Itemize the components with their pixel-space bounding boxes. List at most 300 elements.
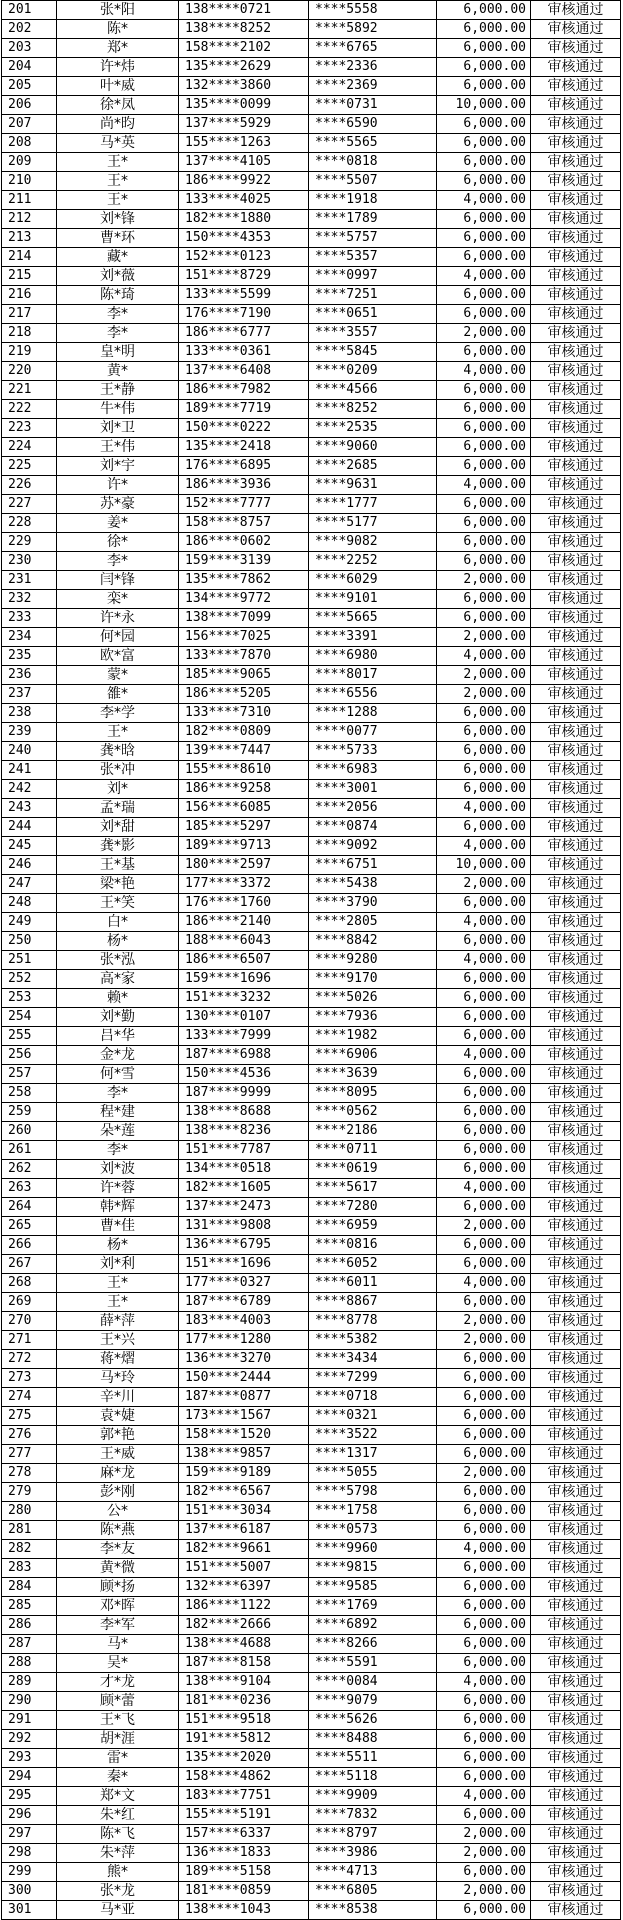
table-row bbox=[2, 723, 621, 742]
row-number-cell: 249 bbox=[2, 913, 57, 932]
applicant-name-cell: 熊* bbox=[57, 1863, 179, 1882]
review-status-cell: 审核通过 bbox=[531, 115, 621, 134]
card-number-cell: ****5177 bbox=[309, 514, 437, 533]
applicant-name-cell: 韩*辉 bbox=[57, 1198, 179, 1217]
card-number-cell: ****0718 bbox=[309, 1388, 437, 1407]
review-status-cell: 审核通过 bbox=[531, 1559, 621, 1578]
phone-number-cell: 152****0123 bbox=[179, 248, 309, 267]
table-row bbox=[2, 1198, 621, 1217]
applicant-name-cell: 吴* bbox=[57, 1654, 179, 1673]
card-number-cell: ****3790 bbox=[309, 894, 437, 913]
amount-cell: 4,000.00 bbox=[437, 476, 531, 495]
review-status-cell: 审核通过 bbox=[531, 1141, 621, 1160]
row-number-cell: 242 bbox=[2, 780, 57, 799]
table-row bbox=[2, 438, 621, 457]
row-number-cell: 277 bbox=[2, 1445, 57, 1464]
row-number-cell: 264 bbox=[2, 1198, 57, 1217]
card-number-cell: ****9060 bbox=[309, 438, 437, 457]
table-row bbox=[2, 324, 621, 343]
row-number-cell: 227 bbox=[2, 495, 57, 514]
applicant-name-cell: 彭*刚 bbox=[57, 1483, 179, 1502]
applicant-name-cell: 刘*薇 bbox=[57, 267, 179, 286]
card-number-cell: ****5438 bbox=[309, 875, 437, 894]
review-status-cell: 审核通过 bbox=[531, 837, 621, 856]
row-number-cell: 217 bbox=[2, 305, 57, 324]
review-status-cell: 审核通过 bbox=[531, 1255, 621, 1274]
card-number-cell: ****0573 bbox=[309, 1521, 437, 1540]
review-status-cell: 审核通过 bbox=[531, 704, 621, 723]
phone-number-cell: 159****9189 bbox=[179, 1464, 309, 1483]
review-status-cell: 审核通过 bbox=[531, 77, 621, 96]
phone-number-cell: 183****4003 bbox=[179, 1312, 309, 1331]
card-number-cell: ****0651 bbox=[309, 305, 437, 324]
applicant-name-cell: 陈*飞 bbox=[57, 1825, 179, 1844]
phone-number-cell: 133****7999 bbox=[179, 1027, 309, 1046]
card-number-cell: ****5617 bbox=[309, 1179, 437, 1198]
phone-number-cell: 151****3232 bbox=[179, 989, 309, 1008]
phone-number-cell: 186****5205 bbox=[179, 685, 309, 704]
table-row bbox=[2, 1787, 621, 1806]
applicant-name-cell: 姜* bbox=[57, 514, 179, 533]
amount-cell: 4,000.00 bbox=[437, 1179, 531, 1198]
table-row bbox=[2, 685, 621, 704]
card-number-cell: ****2186 bbox=[309, 1122, 437, 1141]
table-row bbox=[2, 1369, 621, 1388]
amount-cell: 2,000.00 bbox=[437, 324, 531, 343]
row-number-cell: 286 bbox=[2, 1616, 57, 1635]
review-status-cell: 审核通过 bbox=[531, 96, 621, 115]
amount-cell: 6,000.00 bbox=[437, 115, 531, 134]
row-number-cell: 216 bbox=[2, 286, 57, 305]
amount-cell: 6,000.00 bbox=[437, 1407, 531, 1426]
phone-number-cell: 159****1696 bbox=[179, 970, 309, 989]
review-status-cell: 审核通过 bbox=[531, 1027, 621, 1046]
card-number-cell: ****9280 bbox=[309, 951, 437, 970]
amount-cell: 6,000.00 bbox=[437, 153, 531, 172]
review-status-cell: 审核通过 bbox=[531, 742, 621, 761]
row-number-cell: 273 bbox=[2, 1369, 57, 1388]
amount-cell: 6,000.00 bbox=[437, 1027, 531, 1046]
card-number-cell: ****6556 bbox=[309, 685, 437, 704]
phone-number-cell: 185****5297 bbox=[179, 818, 309, 837]
applicant-name-cell: 陈*琦 bbox=[57, 286, 179, 305]
card-number-cell: ****9815 bbox=[309, 1559, 437, 1578]
applicant-name-cell: 白* bbox=[57, 913, 179, 932]
amount-cell: 6,000.00 bbox=[437, 1806, 531, 1825]
applicant-name-cell: 许*炜 bbox=[57, 58, 179, 77]
table-row bbox=[2, 457, 621, 476]
review-status-cell: 审核通过 bbox=[531, 1350, 621, 1369]
row-number-cell: 253 bbox=[2, 989, 57, 1008]
card-number-cell: ****5626 bbox=[309, 1711, 437, 1730]
applicant-name-cell: 苏*豪 bbox=[57, 495, 179, 514]
review-status-cell: 审核通过 bbox=[531, 20, 621, 39]
phone-number-cell: 150****2444 bbox=[179, 1369, 309, 1388]
phone-number-cell: 138****8236 bbox=[179, 1122, 309, 1141]
applicant-name-cell: 刘*甜 bbox=[57, 818, 179, 837]
table-row bbox=[2, 115, 621, 134]
row-number-cell: 209 bbox=[2, 153, 57, 172]
phone-number-cell: 133****7870 bbox=[179, 647, 309, 666]
phone-number-cell: 176****7190 bbox=[179, 305, 309, 324]
review-status-cell: 审核通过 bbox=[531, 1065, 621, 1084]
phone-number-cell: 177****1280 bbox=[179, 1331, 309, 1350]
phone-number-cell: 159****3139 bbox=[179, 552, 309, 571]
applicant-name-cell: 马*玲 bbox=[57, 1369, 179, 1388]
card-number-cell: ****8538 bbox=[309, 1901, 437, 1920]
row-number-cell: 283 bbox=[2, 1559, 57, 1578]
table-body bbox=[2, 1, 621, 1920]
card-number-cell: ****6983 bbox=[309, 761, 437, 780]
table-row bbox=[2, 153, 621, 172]
table-row bbox=[2, 1046, 621, 1065]
card-number-cell: ****1317 bbox=[309, 1445, 437, 1464]
review-status-cell: 审核通过 bbox=[531, 571, 621, 590]
card-number-cell: ****5757 bbox=[309, 229, 437, 248]
amount-cell: 6,000.00 bbox=[437, 58, 531, 77]
table-row bbox=[2, 1388, 621, 1407]
applicant-name-cell: 许*蓉 bbox=[57, 1179, 179, 1198]
table-row bbox=[2, 533, 621, 552]
table-row bbox=[2, 1350, 621, 1369]
amount-cell: 6,000.00 bbox=[437, 419, 531, 438]
card-number-cell: ****5558 bbox=[309, 1, 437, 20]
applicant-name-cell: 公* bbox=[57, 1502, 179, 1521]
applicant-name-cell: 刘*利 bbox=[57, 1255, 179, 1274]
review-status-cell: 审核通过 bbox=[531, 153, 621, 172]
card-number-cell: ****9079 bbox=[309, 1692, 437, 1711]
amount-cell: 2,000.00 bbox=[437, 1844, 531, 1863]
phone-number-cell: 135****0099 bbox=[179, 96, 309, 115]
applicant-name-cell: 王*伟 bbox=[57, 438, 179, 457]
row-number-cell: 258 bbox=[2, 1084, 57, 1103]
phone-number-cell: 150****4536 bbox=[179, 1065, 309, 1084]
row-number-cell: 280 bbox=[2, 1502, 57, 1521]
table-row bbox=[2, 1844, 621, 1863]
card-number-cell: ****9092 bbox=[309, 837, 437, 856]
row-number-cell: 287 bbox=[2, 1635, 57, 1654]
card-number-cell: ****4566 bbox=[309, 381, 437, 400]
amount-cell: 6,000.00 bbox=[437, 1084, 531, 1103]
table-row bbox=[2, 400, 621, 419]
row-number-cell: 260 bbox=[2, 1122, 57, 1141]
amount-cell: 6,000.00 bbox=[437, 1863, 531, 1882]
amount-cell: 6,000.00 bbox=[437, 1768, 531, 1787]
review-status-cell: 审核通过 bbox=[531, 1825, 621, 1844]
applicant-name-cell: 张*龙 bbox=[57, 1882, 179, 1901]
amount-cell: 6,000.00 bbox=[437, 1901, 531, 1920]
applicant-name-cell: 刘*卫 bbox=[57, 419, 179, 438]
applicant-name-cell: 马*亚 bbox=[57, 1901, 179, 1920]
table-row bbox=[2, 191, 621, 210]
phone-number-cell: 138****1043 bbox=[179, 1901, 309, 1920]
applicant-name-cell: 陈* bbox=[57, 20, 179, 39]
phone-number-cell: 138****9857 bbox=[179, 1445, 309, 1464]
amount-cell: 6,000.00 bbox=[437, 134, 531, 153]
card-number-cell: ****0321 bbox=[309, 1407, 437, 1426]
applicant-name-cell: 刘*勤 bbox=[57, 1008, 179, 1027]
table-row bbox=[2, 1616, 621, 1635]
row-number-cell: 230 bbox=[2, 552, 57, 571]
card-number-cell: ****0997 bbox=[309, 267, 437, 286]
phone-number-cell: 137****2473 bbox=[179, 1198, 309, 1217]
applicant-name-cell: 许* bbox=[57, 476, 179, 495]
applicant-name-cell: 张*泓 bbox=[57, 951, 179, 970]
table-row bbox=[2, 647, 621, 666]
amount-cell: 10,000.00 bbox=[437, 856, 531, 875]
phone-number-cell: 151****3034 bbox=[179, 1502, 309, 1521]
card-number-cell: ****6052 bbox=[309, 1255, 437, 1274]
amount-cell: 6,000.00 bbox=[437, 1578, 531, 1597]
applicant-name-cell: 曹*环 bbox=[57, 229, 179, 248]
phone-number-cell: 189****5158 bbox=[179, 1863, 309, 1882]
table-row bbox=[2, 818, 621, 837]
row-number-cell: 261 bbox=[2, 1141, 57, 1160]
table-row bbox=[2, 1464, 621, 1483]
phone-number-cell: 135****2629 bbox=[179, 58, 309, 77]
row-number-cell: 204 bbox=[2, 58, 57, 77]
amount-cell: 2,000.00 bbox=[437, 1825, 531, 1844]
table-row bbox=[2, 1673, 621, 1692]
card-number-cell: ****1758 bbox=[309, 1502, 437, 1521]
review-status-cell: 审核通过 bbox=[531, 1616, 621, 1635]
amount-cell: 2,000.00 bbox=[437, 571, 531, 590]
phone-number-cell: 137****6187 bbox=[179, 1521, 309, 1540]
amount-cell: 2,000.00 bbox=[437, 1464, 531, 1483]
phone-number-cell: 156****7025 bbox=[179, 628, 309, 647]
table-row bbox=[2, 419, 621, 438]
amount-cell: 6,000.00 bbox=[437, 1255, 531, 1274]
phone-number-cell: 186****6507 bbox=[179, 951, 309, 970]
review-status-cell: 审核通过 bbox=[531, 609, 621, 628]
table-row bbox=[2, 609, 621, 628]
card-number-cell: ****8488 bbox=[309, 1730, 437, 1749]
amount-cell: 2,000.00 bbox=[437, 1312, 531, 1331]
amount-cell: 6,000.00 bbox=[437, 39, 531, 58]
amount-cell: 6,000.00 bbox=[437, 1483, 531, 1502]
table-row bbox=[2, 799, 621, 818]
card-number-cell: ****2369 bbox=[309, 77, 437, 96]
phone-number-cell: 187****6789 bbox=[179, 1293, 309, 1312]
review-status-cell: 审核通过 bbox=[531, 39, 621, 58]
row-number-cell: 278 bbox=[2, 1464, 57, 1483]
phone-number-cell: 155****1263 bbox=[179, 134, 309, 153]
amount-cell: 6,000.00 bbox=[437, 1426, 531, 1445]
table-row bbox=[2, 39, 621, 58]
applicant-name-cell: 陈*燕 bbox=[57, 1521, 179, 1540]
table-row bbox=[2, 1654, 621, 1673]
row-number-cell: 237 bbox=[2, 685, 57, 704]
review-status-cell: 审核通过 bbox=[531, 1844, 621, 1863]
amount-cell: 6,000.00 bbox=[437, 1369, 531, 1388]
phone-number-cell: 151****1696 bbox=[179, 1255, 309, 1274]
phone-number-cell: 186****2140 bbox=[179, 913, 309, 932]
row-number-cell: 252 bbox=[2, 970, 57, 989]
amount-cell: 6,000.00 bbox=[437, 989, 531, 1008]
card-number-cell: ****5845 bbox=[309, 343, 437, 362]
phone-number-cell: 155****5191 bbox=[179, 1806, 309, 1825]
table-row bbox=[2, 1293, 621, 1312]
applicant-name-cell: 梁*艳 bbox=[57, 875, 179, 894]
phone-number-cell: 138****8252 bbox=[179, 20, 309, 39]
review-status-cell: 审核通过 bbox=[531, 552, 621, 571]
phone-number-cell: 191****5812 bbox=[179, 1730, 309, 1749]
table-row bbox=[2, 1236, 621, 1255]
amount-cell: 6,000.00 bbox=[437, 77, 531, 96]
table-row bbox=[2, 267, 621, 286]
row-number-cell: 272 bbox=[2, 1350, 57, 1369]
table-row bbox=[2, 1008, 621, 1027]
phone-number-cell: 133****5599 bbox=[179, 286, 309, 305]
table-row bbox=[2, 932, 621, 951]
applicant-name-cell: 何*雪 bbox=[57, 1065, 179, 1084]
phone-number-cell: 152****7777 bbox=[179, 495, 309, 514]
applicant-name-cell: 程*建 bbox=[57, 1103, 179, 1122]
amount-cell: 6,000.00 bbox=[437, 210, 531, 229]
phone-number-cell: 182****9661 bbox=[179, 1540, 309, 1559]
table-row bbox=[2, 571, 621, 590]
table-row bbox=[2, 1711, 621, 1730]
review-status-cell: 审核通过 bbox=[531, 1388, 621, 1407]
card-number-cell: ****0874 bbox=[309, 818, 437, 837]
review-status-cell: 审核通过 bbox=[531, 1635, 621, 1654]
card-number-cell: ****5733 bbox=[309, 742, 437, 761]
row-number-cell: 271 bbox=[2, 1331, 57, 1350]
card-number-cell: ****9960 bbox=[309, 1540, 437, 1559]
phone-number-cell: 186****7982 bbox=[179, 381, 309, 400]
row-number-cell: 205 bbox=[2, 77, 57, 96]
amount-cell: 6,000.00 bbox=[437, 495, 531, 514]
amount-cell: 6,000.00 bbox=[437, 1198, 531, 1217]
phone-number-cell: 150****4353 bbox=[179, 229, 309, 248]
table-row bbox=[2, 704, 621, 723]
review-status-cell: 审核通过 bbox=[531, 780, 621, 799]
phone-number-cell: 158****8757 bbox=[179, 514, 309, 533]
row-number-cell: 275 bbox=[2, 1407, 57, 1426]
row-number-cell: 222 bbox=[2, 400, 57, 419]
amount-cell: 6,000.00 bbox=[437, 1616, 531, 1635]
applicant-name-cell: 朱*红 bbox=[57, 1806, 179, 1825]
table-row bbox=[2, 381, 621, 400]
phone-number-cell: 138****9104 bbox=[179, 1673, 309, 1692]
row-number-cell: 265 bbox=[2, 1217, 57, 1236]
applicant-name-cell: 王* bbox=[57, 191, 179, 210]
applicant-name-cell: 辛*川 bbox=[57, 1388, 179, 1407]
applicant-name-cell: 王* bbox=[57, 172, 179, 191]
table-row bbox=[2, 1445, 621, 1464]
table-row bbox=[2, 1730, 621, 1749]
row-number-cell: 208 bbox=[2, 134, 57, 153]
row-number-cell: 246 bbox=[2, 856, 57, 875]
row-number-cell: 243 bbox=[2, 799, 57, 818]
table-row bbox=[2, 58, 621, 77]
phone-number-cell: 133****4025 bbox=[179, 191, 309, 210]
card-number-cell: ****8842 bbox=[309, 932, 437, 951]
review-status-cell: 审核通过 bbox=[531, 1768, 621, 1787]
applicant-name-cell: 欧*富 bbox=[57, 647, 179, 666]
applicant-name-cell: 胡*涯 bbox=[57, 1730, 179, 1749]
phone-number-cell: 186****6777 bbox=[179, 324, 309, 343]
applicant-name-cell: 尚*昀 bbox=[57, 115, 179, 134]
card-number-cell: ****1789 bbox=[309, 210, 437, 229]
card-number-cell: ****1288 bbox=[309, 704, 437, 723]
phone-number-cell: 177****0327 bbox=[179, 1274, 309, 1293]
amount-cell: 6,000.00 bbox=[437, 1141, 531, 1160]
applicant-name-cell: 朵*莲 bbox=[57, 1122, 179, 1141]
applicant-name-cell: 郑* bbox=[57, 39, 179, 58]
amount-cell: 10,000.00 bbox=[437, 96, 531, 115]
review-status-cell: 审核通过 bbox=[531, 1008, 621, 1027]
amount-cell: 6,000.00 bbox=[437, 1293, 531, 1312]
phone-number-cell: 136****1833 bbox=[179, 1844, 309, 1863]
review-status-cell: 审核通过 bbox=[531, 286, 621, 305]
amount-cell: 6,000.00 bbox=[437, 172, 531, 191]
amount-cell: 6,000.00 bbox=[437, 457, 531, 476]
applicant-name-cell: 王* bbox=[57, 723, 179, 742]
amount-cell: 6,000.00 bbox=[437, 381, 531, 400]
row-number-cell: 245 bbox=[2, 837, 57, 856]
applicant-name-cell: 刘* bbox=[57, 780, 179, 799]
review-status-cell: 审核通过 bbox=[531, 970, 621, 989]
amount-cell: 4,000.00 bbox=[437, 799, 531, 818]
amount-cell: 4,000.00 bbox=[437, 1274, 531, 1293]
review-status-cell: 审核通过 bbox=[531, 913, 621, 932]
card-number-cell: ****2535 bbox=[309, 419, 437, 438]
review-status-cell: 审核通过 bbox=[531, 1445, 621, 1464]
table-row bbox=[2, 1255, 621, 1274]
amount-cell: 4,000.00 bbox=[437, 362, 531, 381]
review-status-cell: 审核通过 bbox=[531, 267, 621, 286]
table-row bbox=[2, 951, 621, 970]
phone-number-cell: 181****0859 bbox=[179, 1882, 309, 1901]
amount-cell: 6,000.00 bbox=[437, 229, 531, 248]
amount-cell: 6,000.00 bbox=[437, 1008, 531, 1027]
amount-cell: 6,000.00 bbox=[437, 400, 531, 419]
amount-cell: 6,000.00 bbox=[437, 1388, 531, 1407]
card-number-cell: ****4713 bbox=[309, 1863, 437, 1882]
applicant-name-cell: 李*友 bbox=[57, 1540, 179, 1559]
card-number-cell: ****6906 bbox=[309, 1046, 437, 1065]
row-number-cell: 241 bbox=[2, 761, 57, 780]
applicant-name-cell: 郭*艳 bbox=[57, 1426, 179, 1445]
review-status-cell: 审核通过 bbox=[531, 685, 621, 704]
review-status-cell: 审核通过 bbox=[531, 1046, 621, 1065]
card-number-cell: ****9909 bbox=[309, 1787, 437, 1806]
amount-cell: 6,000.00 bbox=[437, 818, 531, 837]
amount-cell: 6,000.00 bbox=[437, 286, 531, 305]
review-status-cell: 审核通过 bbox=[531, 856, 621, 875]
card-number-cell: ****0816 bbox=[309, 1236, 437, 1255]
amount-cell: 4,000.00 bbox=[437, 837, 531, 856]
phone-number-cell: 181****0236 bbox=[179, 1692, 309, 1711]
amount-cell: 4,000.00 bbox=[437, 913, 531, 932]
phone-number-cell: 138****4688 bbox=[179, 1635, 309, 1654]
review-status-cell: 审核通过 bbox=[531, 1312, 621, 1331]
row-number-cell: 223 bbox=[2, 419, 57, 438]
row-number-cell: 247 bbox=[2, 875, 57, 894]
table-row bbox=[2, 134, 621, 153]
amount-cell: 6,000.00 bbox=[437, 1236, 531, 1255]
phone-number-cell: 133****0361 bbox=[179, 343, 309, 362]
row-number-cell: 214 bbox=[2, 248, 57, 267]
amount-cell: 4,000.00 bbox=[437, 191, 531, 210]
phone-number-cell: 135****2020 bbox=[179, 1749, 309, 1768]
card-number-cell: ****6980 bbox=[309, 647, 437, 666]
row-number-cell: 289 bbox=[2, 1673, 57, 1692]
review-status-cell: 审核通过 bbox=[531, 1426, 621, 1445]
row-number-cell: 254 bbox=[2, 1008, 57, 1027]
phone-number-cell: 185****9065 bbox=[179, 666, 309, 685]
